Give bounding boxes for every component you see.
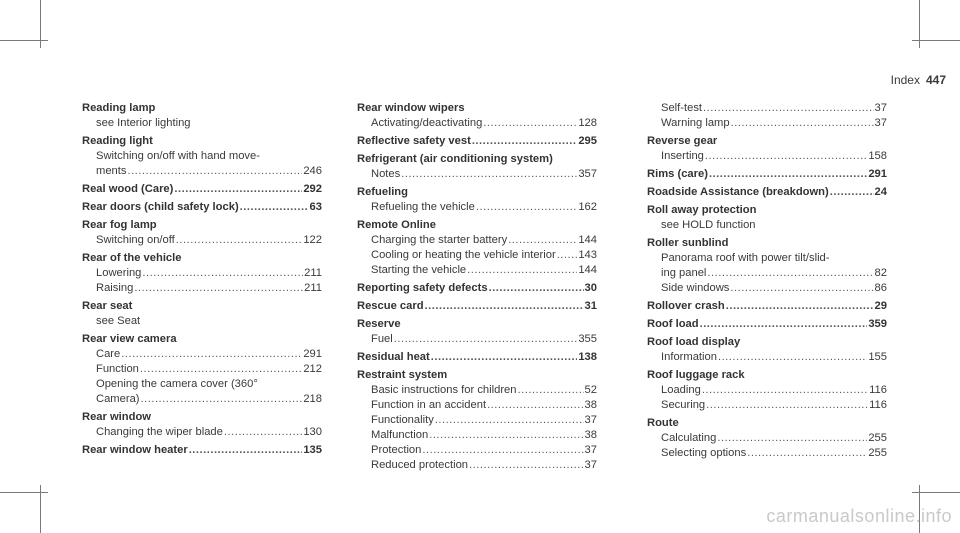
entry-title: Roll away protection (647, 204, 757, 216)
subentry-text: see Interior lighting (96, 117, 191, 129)
dot-leader (706, 398, 868, 413)
page-reference[interactable]: 211 (304, 267, 322, 279)
page-reference[interactable]: 31 (584, 300, 597, 312)
dot-leader (557, 248, 578, 263)
page-reference[interactable]: 128 (578, 117, 597, 129)
subentry-text: Inserting (661, 150, 704, 162)
page-reference[interactable]: 116 (869, 384, 887, 396)
page-reference[interactable]: 116 (869, 399, 887, 411)
subentry-text: Calculating (661, 432, 717, 444)
index-entry-heading (357, 185, 597, 200)
page-reference[interactable]: 86 (874, 282, 887, 294)
page-reference[interactable]: 158 (868, 150, 887, 162)
index-entry-heading (82, 332, 322, 347)
index-entry-heading (357, 134, 597, 149)
page-reference[interactable]: 29 (874, 300, 887, 312)
page-reference[interactable]: 292 (303, 183, 322, 195)
index-entry (82, 101, 322, 131)
index-subentry (647, 431, 887, 446)
index-subentry (647, 266, 887, 281)
subentry-text: Self-test (661, 102, 703, 114)
page-reference[interactable]: 255 (868, 432, 887, 444)
index-entry (647, 167, 887, 182)
entry-title: Roof load display (647, 336, 741, 348)
index-subentry (82, 281, 322, 296)
index-entry (647, 203, 887, 233)
index-subentry (357, 200, 597, 215)
crop-mark (0, 492, 48, 493)
subentry-text: ing panel (661, 267, 707, 279)
dot-leader (830, 185, 874, 200)
index-subentry (357, 428, 597, 443)
index-entry-heading (82, 410, 322, 425)
subentry-text: Switching on/off (96, 234, 175, 246)
index-entry (357, 101, 597, 131)
index-subentry (82, 149, 322, 164)
dot-leader (703, 101, 874, 116)
index-subentry (647, 281, 887, 296)
index-subentry (82, 116, 322, 131)
page-reference[interactable]: 211 (304, 282, 322, 294)
subentry-text: Opening the camera cover (360° (96, 378, 258, 390)
index-entry (82, 251, 322, 296)
crop-mark (912, 40, 960, 41)
dot-leader (469, 458, 584, 473)
index-subentry (647, 251, 887, 266)
dot-leader (730, 281, 873, 296)
index-entry-heading (82, 251, 322, 266)
index-entry (647, 236, 887, 296)
page-reference[interactable]: 155 (868, 351, 887, 363)
entry-title: Reserve (357, 318, 401, 330)
index-entry (82, 134, 322, 179)
entry-title: Rear fog lamp (82, 219, 157, 231)
index-entry (82, 443, 322, 458)
page-reference[interactable]: 37 (584, 444, 597, 456)
dot-leader (431, 350, 578, 365)
dot-leader (726, 299, 874, 314)
index-entry-heading (647, 203, 887, 218)
dot-leader (731, 116, 874, 131)
page-reference[interactable]: 37 (874, 117, 887, 129)
crop-mark (0, 40, 48, 41)
index-entry (357, 317, 597, 347)
index-entry-heading (82, 218, 322, 233)
index-entry-heading (357, 299, 597, 314)
dot-leader (435, 413, 584, 428)
index-subentry (82, 425, 322, 440)
subentry-text: Function in an accident (371, 399, 487, 411)
page-reference[interactable]: 135 (303, 444, 322, 456)
index-subentry (647, 116, 887, 131)
page-reference[interactable]: 143 (578, 249, 597, 261)
dot-leader (189, 443, 303, 458)
entry-title: Reading lamp (82, 102, 156, 114)
entry-title: Rear window wipers (357, 102, 465, 114)
subentry-text: ments (96, 165, 127, 177)
index-entry-heading (357, 368, 597, 383)
dot-leader (705, 149, 867, 164)
index-entry (82, 218, 322, 248)
index-entry-heading (82, 134, 322, 149)
page-reference[interactable]: 138 (578, 351, 597, 363)
dot-leader (472, 134, 578, 149)
index-subentry (82, 377, 322, 392)
index-subentry (647, 383, 887, 398)
subentry-text: Raising (96, 282, 134, 294)
entry-title: Remote Online (357, 219, 436, 231)
entry-title: Reflective safety vest (357, 135, 471, 147)
entry-title: Rear window (82, 411, 151, 423)
subentry-text: Information (661, 351, 717, 363)
dot-leader (467, 263, 577, 278)
entry-title: Rollover crash (647, 300, 725, 312)
page-reference[interactable]: 30 (584, 282, 597, 294)
page-reference[interactable]: 37 (584, 459, 597, 471)
dot-leader (702, 383, 868, 398)
index-entry-heading (357, 152, 597, 167)
page-reference[interactable]: 246 (303, 165, 322, 177)
index-column-3 (647, 101, 887, 464)
page-reference[interactable]: 144 (578, 264, 597, 276)
index-entry (357, 299, 597, 314)
subentry-text: Loading (661, 384, 701, 396)
index-subentry (357, 233, 597, 248)
index-subentry (647, 101, 887, 116)
entry-title: Roadside Assistance (breakdown) (647, 186, 829, 198)
dot-leader (429, 428, 583, 443)
index-column-1 (82, 101, 322, 461)
page-reference[interactable]: 291 (868, 168, 887, 180)
index-entry (82, 299, 322, 329)
entry-title: Rear view camera (82, 333, 177, 345)
entry-title: Real wood (Care) (82, 183, 174, 195)
index-entry-heading (82, 101, 322, 116)
subentry-text: Warning lamp (661, 117, 730, 129)
index-entry (357, 218, 597, 278)
index-entry (647, 416, 887, 461)
dot-leader (718, 350, 867, 365)
index-subentry (82, 314, 322, 329)
subentry-text: Changing the wiper blade (96, 426, 223, 438)
page-reference[interactable]: 218 (303, 393, 322, 405)
index-entry-heading (647, 416, 887, 431)
index-entry-heading (647, 368, 887, 383)
subentry-text: Lowering (96, 267, 142, 279)
subentry-text: Charging the starter battery (371, 234, 508, 246)
subentry-text: Starting the vehicle (371, 264, 467, 276)
dot-leader (176, 233, 303, 248)
subentry-text: Securing (661, 399, 706, 411)
dot-leader (707, 266, 873, 281)
dot-leader (134, 281, 303, 296)
page-reference[interactable]: 122 (303, 234, 322, 246)
page-reference[interactable]: 357 (578, 168, 597, 180)
index-entry-heading (82, 299, 322, 314)
subentry-text: Malfunction (371, 429, 429, 441)
index-subentry (357, 263, 597, 278)
index-entry-heading (357, 218, 597, 233)
entry-title: Roof load (647, 318, 699, 330)
dot-leader (240, 200, 309, 215)
index-subentry (357, 248, 597, 263)
entry-title: Rims (care) (647, 168, 708, 180)
index-entry (357, 134, 597, 149)
index-entry (647, 335, 887, 365)
index-subentry (357, 383, 597, 398)
index-entry-heading (647, 317, 887, 332)
subentry-text: Refueling the vehicle (371, 201, 475, 213)
index-entry (357, 350, 597, 365)
dot-leader (140, 362, 302, 377)
index-subentry (82, 164, 322, 179)
index-subentry (647, 398, 887, 413)
entry-title: Restraint system (357, 369, 448, 381)
subentry-text: Switching on/off with hand move- (96, 150, 260, 162)
index-entry (357, 152, 597, 182)
entry-title: Roof luggage rack (647, 369, 745, 381)
page-reference[interactable]: 37 (584, 414, 597, 426)
dot-leader (508, 233, 577, 248)
index-entry (82, 410, 322, 440)
subentry-text: Notes (371, 168, 401, 180)
page-reference[interactable]: 130 (303, 426, 322, 438)
index-entry-heading (647, 185, 887, 200)
dot-leader (141, 392, 303, 407)
index-entry (647, 101, 887, 131)
index-subentry (82, 362, 322, 377)
index-entry-heading (647, 167, 887, 182)
index-entry (647, 368, 887, 413)
index-entry (647, 299, 887, 314)
subentry-text: see Seat (96, 315, 141, 327)
entry-title: Rescue card (357, 300, 424, 312)
index-subentry (82, 266, 322, 281)
page-reference[interactable]: 144 (578, 234, 597, 246)
index-subentry (357, 458, 597, 473)
dot-leader (121, 347, 302, 362)
crop-mark (912, 492, 960, 493)
entry-title: Rear window heater (82, 444, 188, 456)
page-reference[interactable]: 295 (578, 135, 597, 147)
index-entry-heading (357, 317, 597, 332)
dot-leader (476, 200, 577, 215)
dot-leader (422, 443, 583, 458)
index-column-2 (357, 101, 597, 476)
page-reference[interactable]: 82 (874, 267, 887, 279)
index-entry (82, 332, 322, 407)
index-entry-heading (357, 350, 597, 365)
index-subentry (82, 347, 322, 362)
page-reference[interactable]: 359 (868, 318, 887, 330)
subentry-text: see HOLD function (661, 219, 756, 231)
index-subentry (357, 332, 597, 347)
index-subentry (647, 350, 887, 365)
index-entry-heading (357, 101, 597, 116)
dot-leader (717, 431, 867, 446)
page-reference[interactable]: 38 (584, 429, 597, 441)
dot-leader (425, 299, 584, 314)
index-subentry (357, 443, 597, 458)
index-entry (357, 281, 597, 296)
page-reference[interactable]: 63 (309, 201, 322, 213)
subentry-text: Care (96, 348, 121, 360)
dot-leader (224, 425, 302, 440)
dot-leader (127, 164, 302, 179)
page-reference[interactable]: 291 (303, 348, 322, 360)
index-entry-heading (647, 299, 887, 314)
subentry-text: Selecting options (661, 447, 747, 459)
index-entry-heading (82, 182, 322, 197)
index-entry-heading (647, 335, 887, 350)
dot-leader (709, 167, 867, 182)
subentry-text: Basic instructions for children (371, 384, 517, 396)
page-reference[interactable]: 255 (868, 447, 887, 459)
dot-leader (489, 281, 584, 296)
entry-title: Route (647, 417, 679, 429)
page-reference[interactable]: 38 (584, 399, 597, 411)
entry-title: Refrigerant (air conditioning system) (357, 153, 553, 165)
watermark: carmanualsonline.info (766, 506, 952, 526)
entry-title: Reporting safety defects (357, 282, 488, 294)
page-header (891, 73, 946, 87)
index-subentry (357, 413, 597, 428)
subentry-text: Protection (371, 444, 422, 456)
subentry-text: Reduced protection (371, 459, 469, 471)
entry-title: Rear seat (82, 300, 133, 312)
entry-title: Rear of the vehicle (82, 252, 182, 264)
index-entry-heading (82, 443, 322, 458)
index-entry (357, 185, 597, 215)
index-subentry (647, 218, 887, 233)
page-reference[interactable]: 52 (584, 384, 597, 396)
dot-leader (394, 332, 578, 347)
index-entry (647, 185, 887, 200)
index-subentry (82, 233, 322, 248)
dot-leader (747, 446, 867, 461)
subentry-text: Panorama roof with power tilt/slid- (661, 252, 830, 264)
entry-title: Reading light (82, 135, 153, 147)
dot-leader (700, 317, 868, 332)
index-subentry (357, 398, 597, 413)
index-subentry (647, 446, 887, 461)
entry-title: Refueling (357, 186, 408, 198)
dot-leader (487, 398, 583, 413)
subentry-text: Function (96, 363, 139, 375)
index-entry-heading (647, 134, 887, 149)
entry-title: Reverse gear (647, 135, 718, 147)
index-entry (82, 182, 322, 197)
subentry-text: Activating/deactivating (371, 117, 483, 129)
subentry-text: Fuel (371, 333, 393, 345)
entry-title: Rear doors (child safety lock) (82, 201, 239, 213)
subentry-text: Functionality (371, 414, 434, 426)
page-reference[interactable]: 355 (578, 333, 597, 345)
index-entry (647, 134, 887, 164)
page-number: 447 (925, 73, 946, 87)
index-entry-heading (82, 200, 322, 215)
page-reference[interactable]: 37 (874, 102, 887, 114)
index-entry (357, 368, 597, 473)
dot-leader (483, 116, 577, 131)
index-subentry (647, 149, 887, 164)
page-reference[interactable]: 162 (578, 201, 597, 213)
dot-leader (142, 266, 303, 281)
page-reference[interactable]: 212 (303, 363, 322, 375)
index-subentry (357, 167, 597, 182)
section-title: Index (890, 73, 920, 87)
index-entry-heading (647, 236, 887, 251)
entry-title: Residual heat (357, 351, 430, 363)
index-subentry (82, 392, 322, 407)
subentry-text: Camera) (96, 393, 140, 405)
entry-title: Roller sunblind (647, 237, 729, 249)
subentry-text: Side windows (661, 282, 730, 294)
index-entry (647, 317, 887, 332)
index-entry (82, 200, 322, 215)
index-entry-heading (357, 281, 597, 296)
subentry-text: Cooling or heating the vehicle interior (371, 249, 556, 261)
dot-leader (174, 182, 302, 197)
page-reference[interactable]: 24 (874, 186, 887, 198)
index-subentry (357, 116, 597, 131)
dot-leader (401, 167, 577, 182)
dot-leader (518, 383, 584, 398)
